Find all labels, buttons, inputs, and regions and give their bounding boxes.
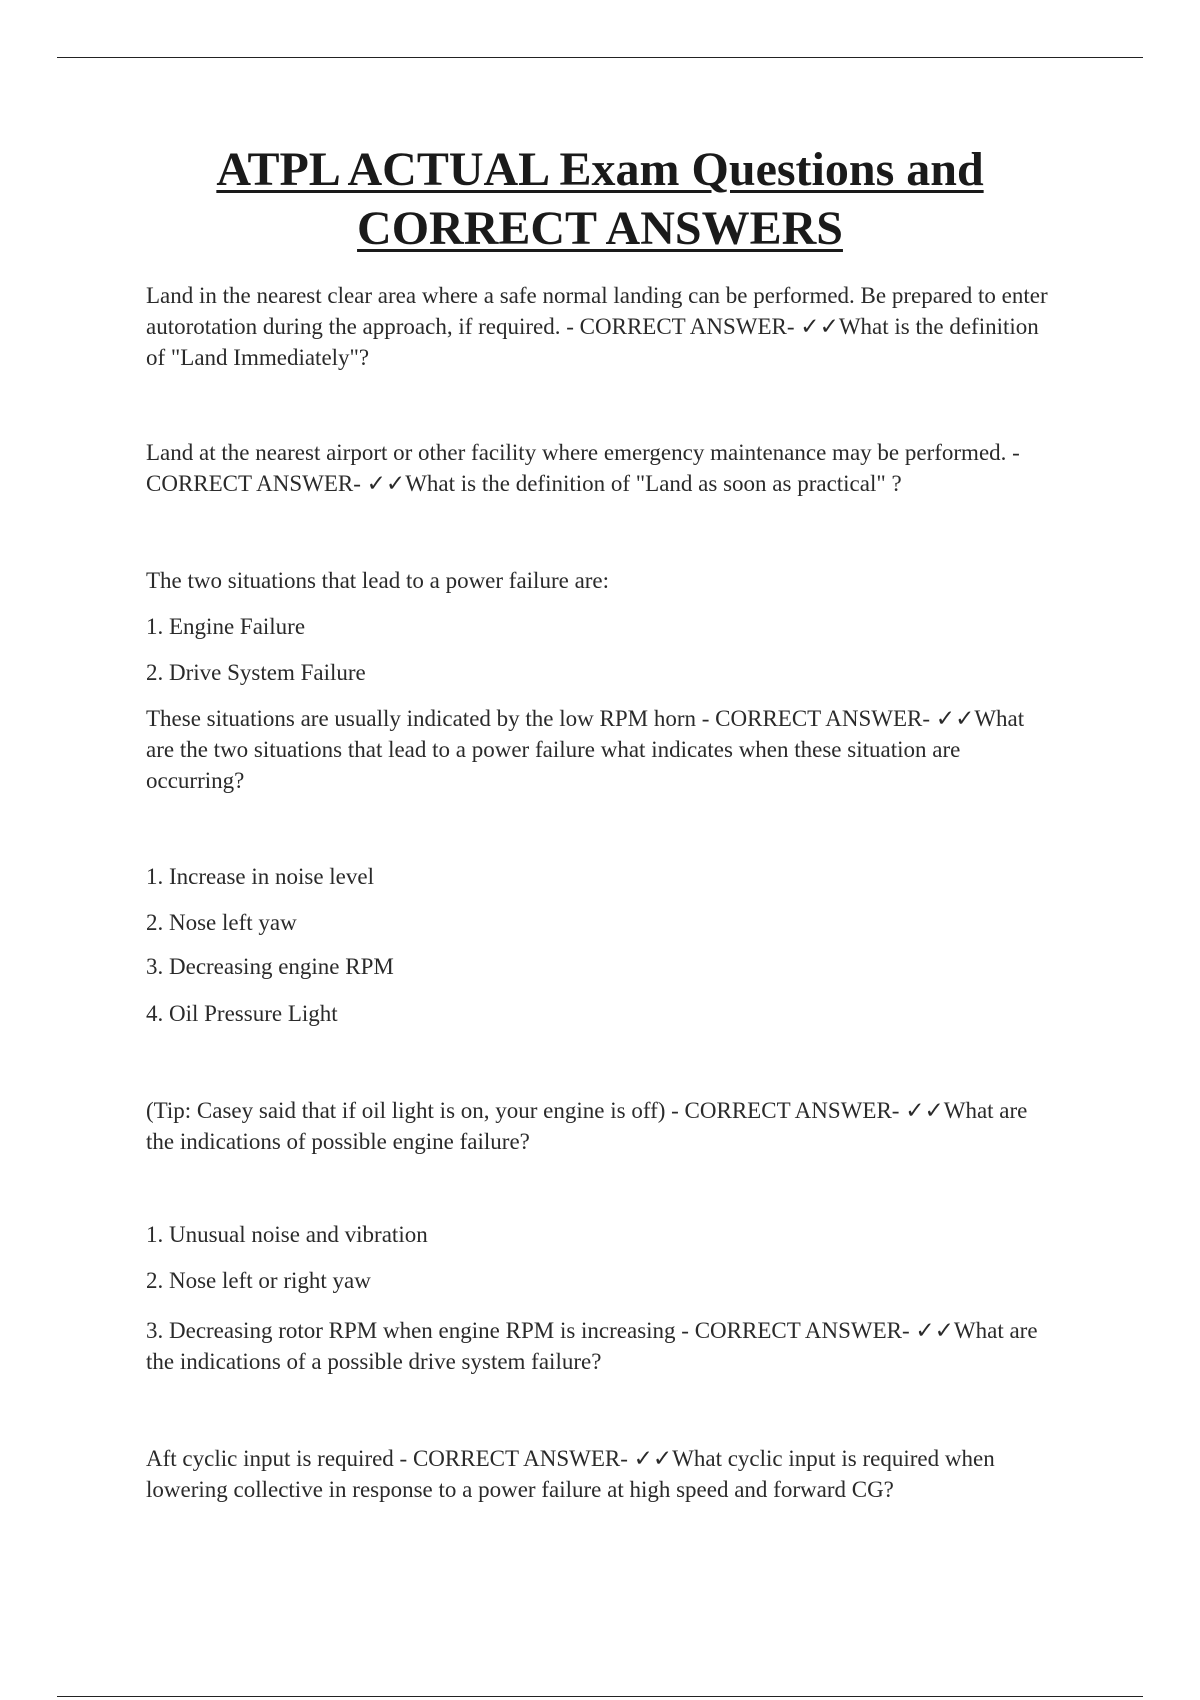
qa-aft-cyclic-input: Aft cyclic input is required - CORRECT ANSWER- ✓✓What cyclic input is required when lowering collective in response to a power failure at high speed and forward CG? — [146, 1446, 995, 1502]
list-item: 2. Nose left or right yaw — [146, 1268, 371, 1293]
list-item: 1. Increase in noise level — [146, 864, 374, 889]
qa-land-as-soon-as-practical: Land at the nearest airport or other facility where emergency maintenance may be performed. - CORRECT ANSWER- ✓✓What is the definition of "Land as soon as practical" ? — [146, 440, 1020, 496]
footer-rule — [57, 1696, 1143, 1697]
list-item: 1. Unusual noise and vibration — [146, 1222, 428, 1247]
header-rule — [57, 57, 1143, 58]
qa-power-failure-answer: These situations are usually indicated by the low RPM horn - CORRECT ANSWER- ✓✓What are the two situations that lead to a power failure what indicates when these situation are occurring? — [146, 706, 1025, 793]
list-item: 1. Engine Failure — [146, 614, 306, 639]
page-title — [0, 140, 1200, 258]
list-item: 2. Nose left yaw — [146, 910, 297, 935]
qa-engine-failure-indications: (Tip: Casey said that if oil light is on, your engine is off) - CORRECT ANSWER- ✓✓What are the indications of possible engine failure? — [146, 1098, 1028, 1154]
qa-power-failure-intro: The two situations that lead to a power failure are: — [146, 568, 610, 593]
title-line-2: CORRECT ANSWERS — [357, 202, 843, 255]
list-item: 4. Oil Pressure Light — [146, 1001, 338, 1026]
list-item: 3. Decreasing engine RPM — [146, 954, 394, 979]
qa-drive-system-failure: 3. Decreasing rotor RPM when engine RPM is increasing - CORRECT ANSWER- ✓✓What are the indications of a possible drive system failure? — [146, 1318, 1038, 1374]
list-item: 2. Drive System Failure — [146, 660, 366, 685]
qa-land-immediately: Land in the nearest clear area where a safe normal landing can be performed. Be prepared to enter autorotation during the approach, if required. - CORRECT ANSWER- ✓✓What is the definition of "Land Immediately"? — [146, 283, 1048, 370]
title-line-1: ATPL ACTUAL Exam Questions and — [216, 143, 984, 196]
